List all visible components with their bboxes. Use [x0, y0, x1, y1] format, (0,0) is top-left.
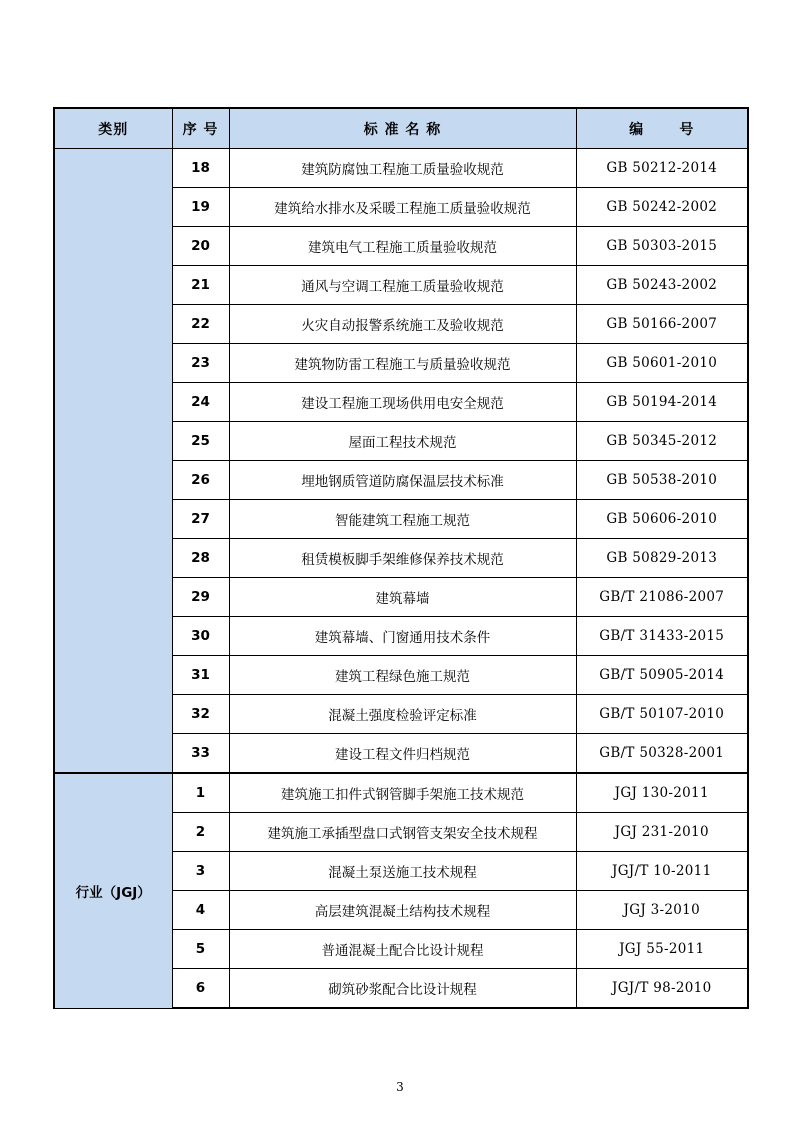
standard-name: 普通混凝土配合比设计规程 [229, 930, 576, 969]
standard-code: GB 50606-2010 [576, 500, 748, 539]
row-number: 18 [172, 149, 229, 188]
row-number: 30 [172, 617, 229, 656]
standard-code: GB/T 50107-2010 [576, 695, 748, 734]
row-number: 2 [172, 813, 229, 852]
standard-name: 建设工程施工现场供用电安全规范 [229, 383, 576, 422]
standard-name: 火灾自动报警系统施工及验收规范 [229, 305, 576, 344]
row-number: 25 [172, 422, 229, 461]
table-body [54, 149, 748, 1009]
standard-code: JGJ 231-2010 [576, 813, 748, 852]
row-number: 32 [172, 695, 229, 734]
standard-name: 建筑施工扣件式钢管脚手架施工技术规范 [229, 773, 576, 813]
row-number: 23 [172, 344, 229, 383]
standard-name: 建筑物防雷工程施工与质量验收规范 [229, 344, 576, 383]
standard-code: GB 50601-2010 [576, 344, 748, 383]
category-cell [54, 149, 172, 774]
row-number: 21 [172, 266, 229, 305]
standard-name: 建筑电气工程施工质量验收规范 [229, 227, 576, 266]
row-number: 3 [172, 852, 229, 891]
standard-code: GB 50538-2010 [576, 461, 748, 500]
standard-name: 建筑给水排水及采暖工程施工质量验收规范 [229, 188, 576, 227]
standard-name: 砌筑砂浆配合比设计规程 [229, 969, 576, 1009]
standard-code: GB/T 50328-2001 [576, 734, 748, 774]
standard-code: GB/T 21086-2007 [576, 578, 748, 617]
standard-name: 屋面工程技术规范 [229, 422, 576, 461]
standard-code: JGJ 130-2011 [576, 773, 748, 813]
standard-name: 建设工程文件归档规范 [229, 734, 576, 774]
row-number: 19 [172, 188, 229, 227]
table-row [54, 149, 748, 188]
standard-name: 埋地钢质管道防腐保温层技术标准 [229, 461, 576, 500]
standard-name: 高层建筑混凝土结构技术规程 [229, 891, 576, 930]
standard-name: 混凝土强度检验评定标准 [229, 695, 576, 734]
row-number: 29 [172, 578, 229, 617]
standard-code: GB 50166-2007 [576, 305, 748, 344]
standard-name: 建筑防腐蚀工程施工质量验收规范 [229, 149, 576, 188]
standard-code: GB 50212-2014 [576, 149, 748, 188]
standard-name: 建筑幕墙 [229, 578, 576, 617]
row-number: 28 [172, 539, 229, 578]
standard-name: 租赁模板脚手架维修保养技术规范 [229, 539, 576, 578]
standard-code: JGJ 3-2010 [576, 891, 748, 930]
standard-name: 混凝土泵送施工技术规程 [229, 852, 576, 891]
standard-code: GB 50345-2012 [576, 422, 748, 461]
header-name: 标 准 名 称 [229, 108, 576, 149]
header-number: 序 号 [172, 108, 229, 149]
standard-name: 智能建筑工程施工规范 [229, 500, 576, 539]
standard-code: GB 50243-2002 [576, 266, 748, 305]
category-cell: 行业（JGJ） [54, 773, 172, 1008]
standard-name: 建筑幕墙、门窗通用技术条件 [229, 617, 576, 656]
row-number: 33 [172, 734, 229, 774]
row-number: 5 [172, 930, 229, 969]
row-number: 20 [172, 227, 229, 266]
standard-name: 建筑施工承插型盘口式钢管支架安全技术规程 [229, 813, 576, 852]
row-number: 31 [172, 656, 229, 695]
row-number: 1 [172, 773, 229, 813]
header-category: 类别 [54, 108, 172, 149]
standards-table [53, 107, 749, 1009]
row-number: 4 [172, 891, 229, 930]
table-row [54, 773, 748, 813]
standard-code: JGJ/T 10-2011 [576, 852, 748, 891]
standard-code: GB 50242-2002 [576, 188, 748, 227]
standard-code: GB 50303-2015 [576, 227, 748, 266]
standard-code: GB 50829-2013 [576, 539, 748, 578]
table-header-row [54, 108, 748, 149]
standard-name: 建筑工程绿色施工规范 [229, 656, 576, 695]
header-code: 编 号 [576, 108, 748, 149]
page-number: 3 [396, 1080, 404, 1094]
row-number: 24 [172, 383, 229, 422]
row-number: 27 [172, 500, 229, 539]
standard-code: JGJ 55-2011 [576, 930, 748, 969]
standard-name: 通风与空调工程施工质量验收规范 [229, 266, 576, 305]
row-number: 6 [172, 969, 229, 1009]
standard-code: JGJ/T 98-2010 [576, 969, 748, 1009]
standard-code: GB/T 31433-2015 [576, 617, 748, 656]
row-number: 22 [172, 305, 229, 344]
standard-code: GB 50194-2014 [576, 383, 748, 422]
standard-code: GB/T 50905-2014 [576, 656, 748, 695]
row-number: 26 [172, 461, 229, 500]
